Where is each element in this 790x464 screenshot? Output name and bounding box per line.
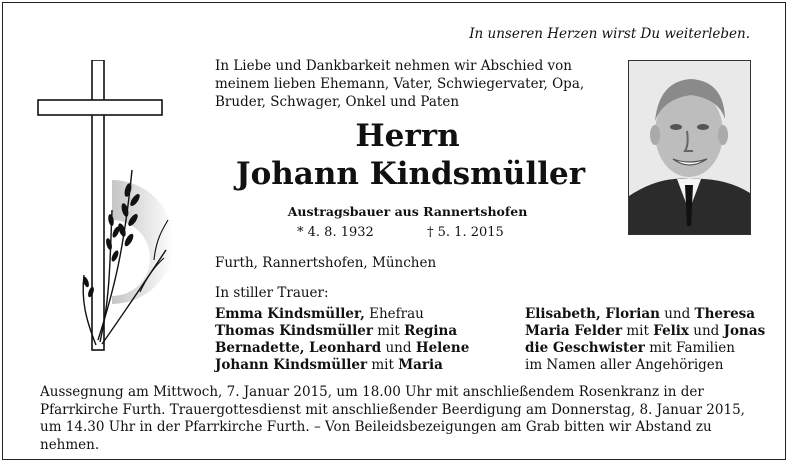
places: Furth, Rannertshofen, München bbox=[215, 255, 437, 271]
mourner-relation: Ehefrau bbox=[364, 306, 424, 322]
mourner-relation: mit Familien bbox=[644, 340, 735, 356]
mourner-relation: und bbox=[659, 306, 695, 322]
mourner-line bbox=[215, 323, 515, 340]
mourner-name: Maria bbox=[398, 357, 443, 373]
mourner-relation: mit bbox=[367, 357, 399, 373]
mourning-label: In stiller Trauer: bbox=[215, 285, 329, 301]
mourner-relation: im Namen aller Angehörigen bbox=[525, 357, 724, 373]
mourner-name: Helene bbox=[415, 340, 470, 356]
mourner-line bbox=[215, 357, 515, 374]
mourner-line bbox=[215, 306, 515, 323]
mourners-right bbox=[525, 306, 765, 374]
salutation: Herrn bbox=[355, 118, 460, 154]
motto: In unseren Herzen wirst Du weiterleben. bbox=[469, 26, 750, 42]
mourner-name: die Geschwister bbox=[525, 340, 645, 356]
birth-date: * 4. 8. 1932 bbox=[297, 225, 374, 240]
mourners-left bbox=[215, 306, 515, 374]
service-details: Aussegnung am Mittwoch, 7. Januar 2015, um 18.00 Uhr mit anschließendem Rosenkranz in der Pfarrkirche Furth. Trauergottesdienst mit anschließender Beerdigung am Donnerstag, 8. Januar 2015, um 14.30 Uhr in der Pfarrkirche Furth. – Von Beileidsbezeigungen am Grab bitten wir Abstand zu nehmen. bbox=[40, 384, 745, 453]
mourner-relation: mit bbox=[372, 323, 405, 339]
portrait-photo bbox=[628, 60, 751, 235]
mourner-name: Jonas bbox=[723, 323, 766, 339]
mourner-name: Thomas Kindsmüller bbox=[215, 323, 373, 339]
intro-text: In Liebe und Dankbarkeit nehmen wir Abschied von meinem lieben Ehemann, Vater, Schwiegervater, Opa, Bruder, Schwager, Onkel und Paten bbox=[215, 58, 585, 110]
mourner-relation: und bbox=[688, 323, 724, 339]
mourner-name: Johann Kindsmüller bbox=[215, 357, 368, 373]
mourner-name: Theresa bbox=[694, 306, 756, 322]
mourner-line bbox=[525, 340, 765, 357]
mourner-name: Maria Felder bbox=[525, 323, 623, 339]
mourner-line bbox=[215, 340, 515, 357]
mourner-line bbox=[525, 323, 765, 340]
mourner-relation: mit bbox=[622, 323, 654, 339]
cross-with-wheat-icon bbox=[36, 60, 206, 365]
mourner-line bbox=[525, 357, 765, 374]
mourner-name: Elisabeth, Florian bbox=[525, 306, 660, 322]
mourner-relation: und bbox=[381, 340, 416, 356]
mourner-name: Felix bbox=[653, 323, 689, 339]
mourner-name: Regina bbox=[404, 323, 458, 339]
death-date: † 5. 1. 2015 bbox=[427, 225, 504, 240]
mourner-name: Emma Kindsmüller, bbox=[215, 306, 365, 322]
deceased-name: Johann Kindsmüller bbox=[235, 156, 586, 192]
mourner-line bbox=[525, 306, 765, 323]
mourner-name: Bernadette, Leonhard bbox=[215, 340, 382, 356]
occupation: Austragsbauer aus Rannertshofen bbox=[287, 204, 528, 219]
